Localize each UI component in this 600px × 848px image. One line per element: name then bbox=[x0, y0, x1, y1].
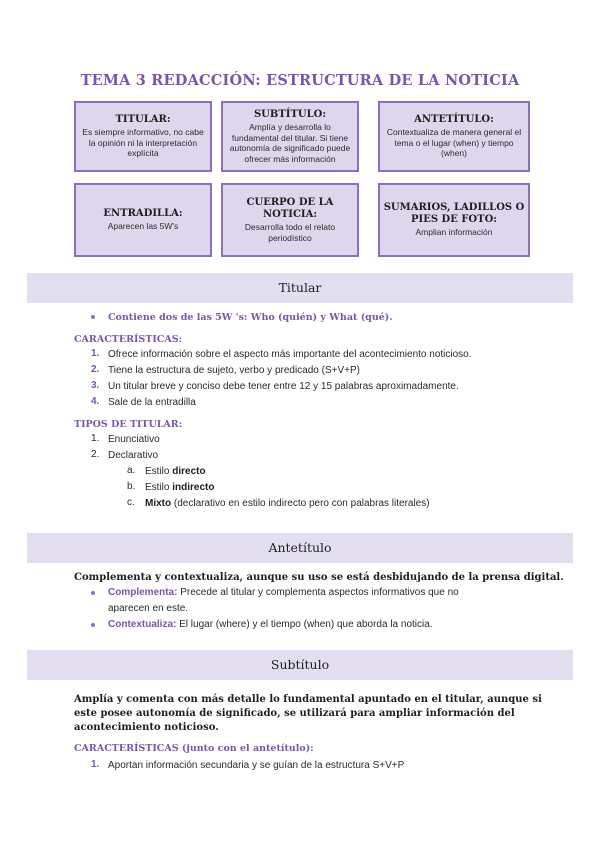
text-post: (declarativo en estilo indirecto pero con palabras literales) bbox=[171, 498, 430, 509]
titular-caract-heading: CARACTERÍSTICAS: bbox=[74, 334, 183, 345]
box-cuerpo bbox=[221, 183, 359, 257]
list-number: 2. bbox=[91, 364, 100, 375]
list-item bbox=[108, 618, 433, 631]
list-letter: b. bbox=[127, 481, 136, 492]
box-title: TITULAR: bbox=[115, 114, 171, 126]
box-antetitulo bbox=[378, 101, 530, 172]
box-desc: Aparecen las 5W's bbox=[107, 221, 179, 232]
box-title: SUMARIOS, LADILLOS O PIES DE FOTO: bbox=[383, 202, 525, 226]
list-item: Sale de la entradilla bbox=[108, 397, 196, 408]
box-desc: Contextualiza de manera general el tema o el lugar (when) y tiempo (when) bbox=[386, 127, 522, 159]
box-titular bbox=[74, 101, 212, 172]
text-key: Complementa: bbox=[108, 587, 178, 598]
list-item: Tiene la estructura de sujeto, verbo y predicado (S+V+P) bbox=[108, 365, 360, 376]
list-letter: c. bbox=[127, 497, 135, 508]
list-number: 1. bbox=[91, 759, 100, 770]
list-item bbox=[145, 481, 214, 494]
box-title: ANTETÍTULO: bbox=[414, 114, 494, 126]
text-body: Precede al titular y complementa aspectos informativos que no bbox=[177, 587, 459, 598]
antetitulo-lead: Complementa y contextualiza, aunque su uso se está desbidujando de la prensa digital. bbox=[74, 572, 564, 583]
section-subtitulo-heading: Subtítulo bbox=[27, 650, 573, 680]
subtitulo-lead-3: acontecimiento noticioso. bbox=[74, 722, 219, 733]
list-number: 2. bbox=[91, 449, 100, 460]
subtitulo-lead-1: Amplía y comenta con más detalle lo fundamental apuntado en el titular, aunque si bbox=[74, 694, 542, 705]
structure-grid bbox=[74, 101, 530, 257]
text-pre: Estilo bbox=[145, 482, 173, 493]
box-desc: Amplía y desarrolla lo fundamental del titular. Si tiene autonomía de significado puede ofrecer más información bbox=[229, 122, 351, 164]
box-title: ENTRADILLA: bbox=[103, 208, 183, 220]
list-item: Ofrece información sobre el aspecto más importante del acontecimiento noticioso. bbox=[108, 349, 472, 360]
titular-tipos-heading: TIPOS DE TITULAR: bbox=[74, 419, 183, 430]
bullet-dot bbox=[91, 623, 95, 627]
box-entradilla bbox=[74, 183, 212, 257]
text-pre: Estilo bbox=[145, 466, 173, 477]
list-number: 3. bbox=[91, 380, 100, 391]
subtitulo-caract-heading: CARACTERÍSTICAS (junto con el antetítulo): bbox=[74, 743, 314, 754]
text-body: El lugar (where) y el tiempo (when) que aborda la noticia. bbox=[176, 619, 433, 630]
section-antetitulo-heading: Antetítulo bbox=[27, 533, 573, 563]
list-item bbox=[145, 465, 206, 478]
titular-bullet: Contiene dos de las 5W 's: Who (quién) y What (qué). bbox=[108, 312, 393, 323]
bullet-dot bbox=[91, 591, 95, 595]
section-titular-heading: Titular bbox=[27, 273, 573, 303]
subtitulo-lead-2: este posee autonomía de significado, se utilizará para ampliar información del bbox=[74, 708, 515, 719]
box-title: SUBTÍTULO: bbox=[253, 109, 327, 120]
page-title: TEMA 3 REDACCIÓN: ESTRUCTURA DE LA NOTICIA bbox=[80, 72, 520, 89]
list-number: 1. bbox=[91, 433, 100, 444]
list-item: Un titular breve y conciso debe tener entre 12 y 15 palabras aproximadamente. bbox=[108, 381, 459, 392]
box-title: CUERPO DE LA NOTICIA: bbox=[246, 197, 334, 220]
list-item: Declarativo bbox=[108, 450, 159, 461]
text-bold: Mixto bbox=[145, 498, 172, 509]
list-item bbox=[145, 497, 430, 510]
text-bold: directo bbox=[172, 466, 206, 477]
box-subtitulo bbox=[221, 101, 359, 172]
text-key: Contextualiza: bbox=[108, 619, 177, 630]
list-letter: a. bbox=[127, 465, 136, 476]
bullet-dot bbox=[91, 315, 95, 319]
box-desc: Desarrolla todo el relato periodístico bbox=[244, 222, 336, 243]
box-desc: Es siempre informativo, no cabe la opinión ni la interpretación explícita bbox=[82, 127, 204, 159]
list-number: 4. bbox=[91, 396, 100, 407]
list-item-cont: aparecen en este. bbox=[108, 603, 189, 614]
text-bold: indirecto bbox=[172, 482, 215, 493]
box-desc: Amplian información bbox=[415, 227, 493, 238]
list-item: Enunciativo bbox=[108, 434, 160, 445]
list-item bbox=[108, 586, 459, 599]
box-sumarios bbox=[378, 183, 530, 257]
list-item: Aportan información secundaria y se guían de la estructura S+V+P bbox=[108, 760, 405, 771]
list-number: 1. bbox=[91, 348, 100, 359]
